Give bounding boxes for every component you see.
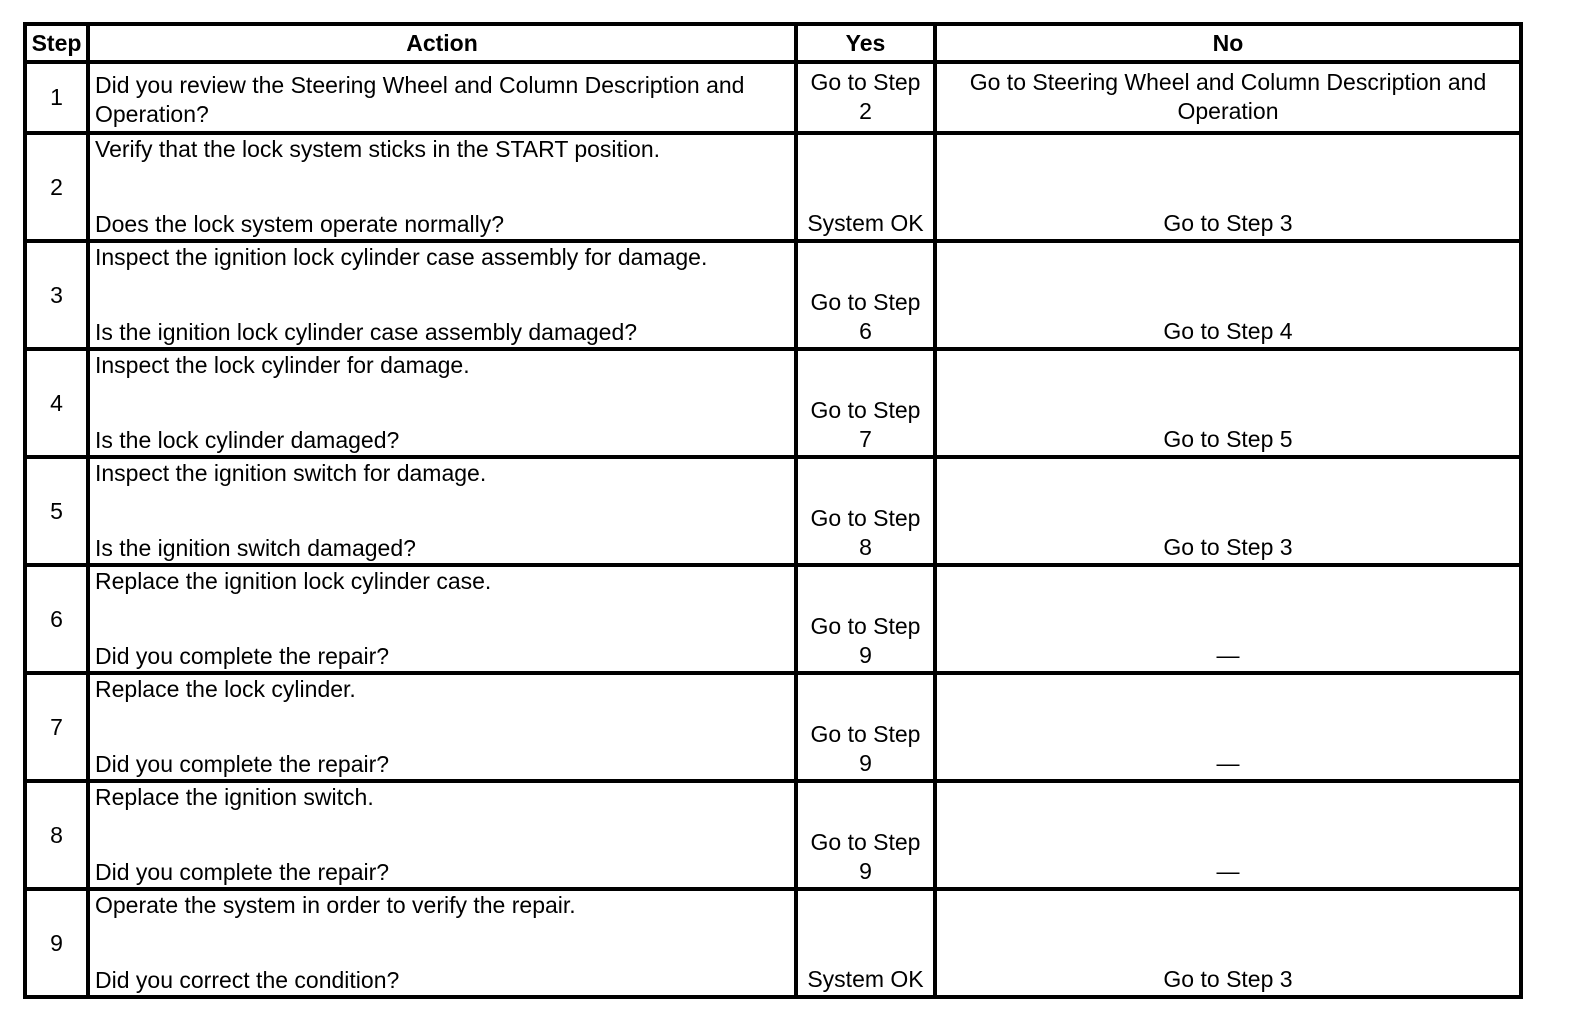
action-cell bbox=[88, 565, 796, 673]
table-row bbox=[25, 62, 1521, 133]
step-number: 7 bbox=[25, 673, 88, 781]
action-cell bbox=[88, 133, 796, 241]
action-question: Did you complete the repair? bbox=[95, 643, 390, 669]
step-number: 8 bbox=[25, 781, 88, 889]
yes-result: System OK bbox=[796, 133, 935, 241]
action-instruction: Replace the ignition switch. bbox=[95, 784, 374, 810]
action-instruction: Inspect the ignition lock cylinder case assembly for damage. bbox=[95, 244, 708, 270]
no-result: — bbox=[935, 673, 1521, 781]
action-instruction: Operate the system in order to verify the repair. bbox=[95, 892, 576, 918]
table-row bbox=[25, 781, 1521, 889]
step-number: 2 bbox=[25, 133, 88, 241]
yes-result: Go to Step 2 bbox=[796, 62, 935, 133]
step-number: 9 bbox=[25, 889, 88, 997]
diagnostic-table bbox=[23, 22, 1523, 999]
header-yes: Yes bbox=[796, 24, 935, 62]
yes-result: Go to Step 7 bbox=[796, 349, 935, 457]
action-cell bbox=[88, 889, 796, 997]
table-row bbox=[25, 673, 1521, 781]
yes-result: Go to Step 8 bbox=[796, 457, 935, 565]
step-number: 6 bbox=[25, 565, 88, 673]
action-question: Did you complete the repair? bbox=[95, 859, 390, 885]
action-cell bbox=[88, 781, 796, 889]
action-question: Did you complete the repair? bbox=[95, 751, 390, 777]
action-cell bbox=[88, 349, 796, 457]
action-instruction: Inspect the lock cylinder for damage. bbox=[95, 352, 470, 378]
step-number: 5 bbox=[25, 457, 88, 565]
action-question: Does the lock system operate normally? bbox=[95, 211, 505, 237]
action-cell bbox=[88, 457, 796, 565]
header-row bbox=[25, 24, 1521, 62]
yes-result: Go to Step 6 bbox=[796, 241, 935, 349]
action-question: Did you review the Steering Wheel and Column Description and Operation? bbox=[95, 71, 745, 127]
step-number: 1 bbox=[25, 62, 88, 133]
table-row bbox=[25, 133, 1521, 241]
action-question: Is the lock cylinder damaged? bbox=[95, 427, 400, 453]
action-cell bbox=[88, 241, 796, 349]
table-row bbox=[25, 241, 1521, 349]
yes-result: Go to Step 9 bbox=[796, 565, 935, 673]
no-result: — bbox=[935, 781, 1521, 889]
action-question: Is the ignition switch damaged? bbox=[95, 535, 416, 561]
action-cell bbox=[88, 62, 796, 133]
table-row bbox=[25, 889, 1521, 997]
table-row bbox=[25, 457, 1521, 565]
no-result: Go to Step 4 bbox=[935, 241, 1521, 349]
action-instruction: Inspect the ignition switch for damage. bbox=[95, 460, 487, 486]
action-question: Is the ignition lock cylinder case assembly damaged? bbox=[95, 319, 638, 345]
action-instruction: Replace the lock cylinder. bbox=[95, 676, 356, 702]
action-instruction: Replace the ignition lock cylinder case. bbox=[95, 568, 492, 594]
step-number: 3 bbox=[25, 241, 88, 349]
action-question: Did you correct the condition? bbox=[95, 967, 400, 993]
action-cell bbox=[88, 673, 796, 781]
step-number: 4 bbox=[25, 349, 88, 457]
yes-result: System OK bbox=[796, 889, 935, 997]
header-step: Step bbox=[25, 24, 88, 62]
action-instruction: Verify that the lock system sticks in the START position. bbox=[95, 136, 661, 162]
yes-result: Go to Step 9 bbox=[796, 673, 935, 781]
no-result: Go to Step 5 bbox=[935, 349, 1521, 457]
no-result: Go to Step 3 bbox=[935, 133, 1521, 241]
no-result: Go to Steering Wheel and Column Description and Operation bbox=[935, 62, 1521, 133]
yes-result: Go to Step 9 bbox=[796, 781, 935, 889]
no-result: Go to Step 3 bbox=[935, 889, 1521, 997]
table-row bbox=[25, 349, 1521, 457]
table-row bbox=[25, 565, 1521, 673]
header-action: Action bbox=[88, 24, 796, 62]
no-result: — bbox=[935, 565, 1521, 673]
header-no: No bbox=[935, 24, 1521, 62]
no-result: Go to Step 3 bbox=[935, 457, 1521, 565]
